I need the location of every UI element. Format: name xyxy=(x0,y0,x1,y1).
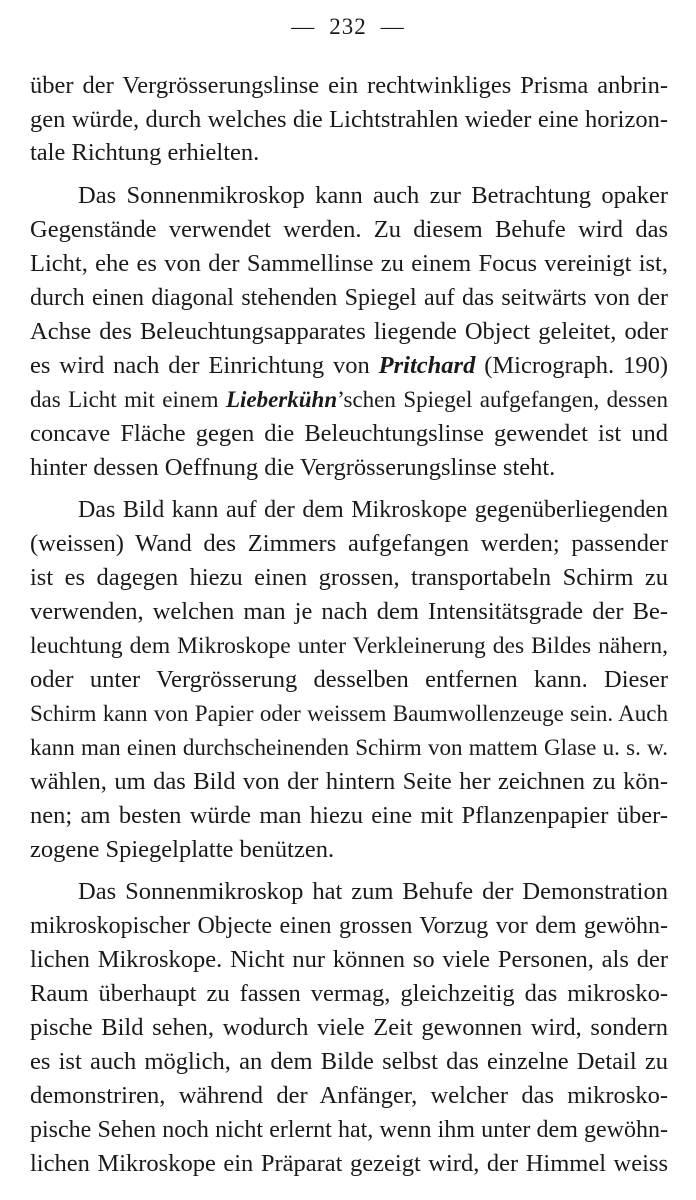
text-line: gen würde, durch welches die Lichtstrahlen wieder eine horizon- xyxy=(30,106,668,133)
text-line: nen; am besten würde man hiezu eine mit Pflanzenpapier über- xyxy=(30,802,668,829)
text-line: Das Sonnenmikroskop hat zum Behufe der Demonstration xyxy=(78,878,668,905)
text-line: kann man einen durchscheinenden Schirm von mattem Glase u. s. w. xyxy=(30,735,668,760)
text-line: concave Fläche gegen die Beleuchtungslinse gewendet ist und xyxy=(30,420,668,447)
text-line: das Licht mit einem Lieberkühn’schen Spiegel aufgefangen, dessen xyxy=(30,387,668,412)
text-line: über der Vergrösserungslinse ein rechtwinkliges Prisma anbrin- xyxy=(30,72,668,99)
text-line: hinter dessen Oeffnung die Vergrösserungslinse steht. xyxy=(30,454,556,481)
text-line: Achse des Beleuchtungsapparates liegende Object geleitet, oder xyxy=(30,318,668,345)
header-dash-right: — xyxy=(380,14,405,39)
text-line: es ist auch möglich, an dem Bilde selbst das einzelne Detail zu xyxy=(30,1048,668,1075)
text-line: ist es dagegen hiezu einen grossen, transportabeln Schirm zu xyxy=(30,564,668,591)
text-line: (weissen) Wand des Zimmers aufgefangen werden; passender xyxy=(30,530,668,557)
text-line: zogene Spiegelplatte benützen. xyxy=(30,836,335,863)
text-line: Schirm kann von Papier oder weissem Baumwollenzeuge sein. Auch xyxy=(30,701,668,726)
header-dash-left: — xyxy=(291,14,316,39)
text-line: verwenden, welchen man je nach dem Intensitätsgrade der Be- xyxy=(30,598,668,625)
text-line: durch einen diagonal stehenden Spiegel auf das seitwärts von der xyxy=(30,285,668,311)
author-name-pritchard: Pritchard xyxy=(378,352,476,379)
text-line: Das Sonnenmikroskop kann auch zur Betrachtung opaker xyxy=(78,182,668,209)
text-line: pische Sehen noch nicht erlernt hat, wenn ihm unter dem gewöhn- xyxy=(30,1117,668,1143)
text-line: lichen Mikroskope ein Präparat gezeigt wird, der Himmel weiss xyxy=(30,1150,668,1177)
text-line: pische Bild sehen, wodurch viele Zeit gewonnen wird, sondern xyxy=(30,1014,668,1041)
text-line: lichen Mikroskope. Nicht nur können so viele Personen, als der xyxy=(30,946,668,973)
text-line: tale Richtung erhielten. xyxy=(30,139,260,166)
text-line: es wird nach der Einrichtung von Pritchard (Micrograph. 190) xyxy=(30,352,668,379)
text-line: demonstriren, während der Anfänger, welcher das mikrosko- xyxy=(30,1082,668,1109)
text-line: Raum überhaupt zu fassen vermag, gleichzeitig das mikrosko- xyxy=(30,980,668,1007)
text-line: Gegenstände verwendet werden. Zu diesem Behufe wird das xyxy=(30,216,668,243)
text-line: wählen, um das Bild von der hintern Seite her zeichnen zu kön- xyxy=(30,768,668,795)
author-name-lieberkuehn: Lieberkühn xyxy=(225,387,338,412)
page-number: 232 xyxy=(329,14,367,39)
text-line: mikroskopischer Objecte einen grossen Vorzug vor dem gewöhn- xyxy=(30,913,668,939)
text-line: Das Bild kann auf der dem Mikroskope gegenüberliegenden xyxy=(78,497,668,523)
text-line: Licht, ehe es von der Sammellinse zu einem Focus vereinigt ist, xyxy=(30,250,668,277)
text-line: oder unter Vergrösserung desselben entfernen kann. Dieser xyxy=(30,666,668,693)
page-header xyxy=(0,14,696,40)
text-line: leuchtung dem Mikroskope unter Verkleinerung des Bildes nähern, xyxy=(30,633,668,659)
